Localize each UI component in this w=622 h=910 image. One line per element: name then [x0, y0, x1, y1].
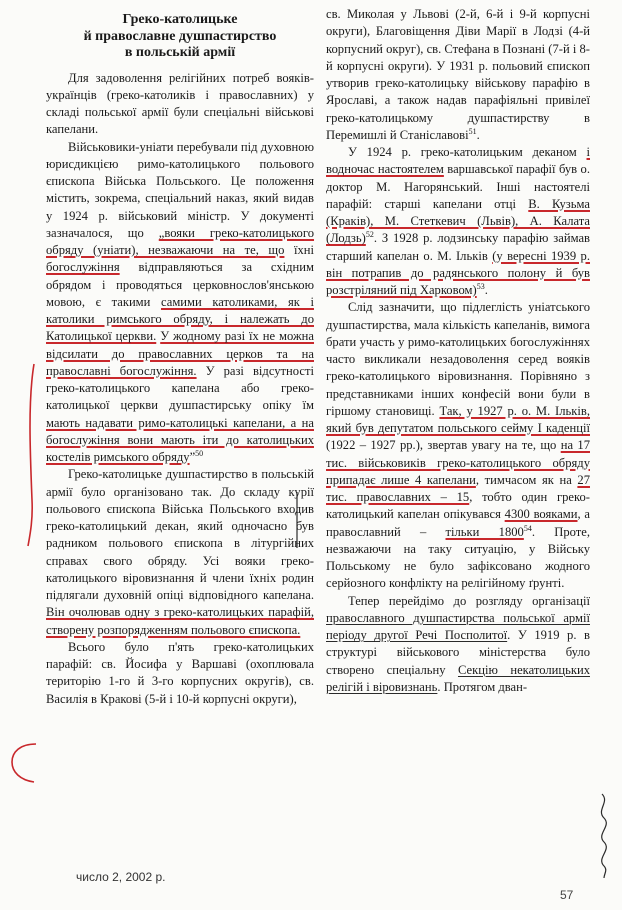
paragraph-text: . Протягом дван-	[437, 679, 528, 694]
footnote-ref: 52	[365, 230, 374, 240]
underlined-text: 27 тис. православних – 15	[326, 472, 590, 504]
margin-bracket-mark	[10, 360, 40, 550]
underlined-text: В. Кузьма (Краків), М. Стеткевич (Львів), А. Калата (Лодзь)	[326, 196, 590, 246]
underlined-text: (у вересні 1939 р. він потрапив до радянського полону й був розстріляний під Харковом)	[326, 248, 590, 297]
paragraph-text: , тобто один греко-католицький капелан опікувався	[326, 490, 590, 522]
paragraph-text: св. Миколая у Львові (2-й, 6-й і 9-й корпусні округи), Благовіщення Діви Марії в Лодзі (4-й корпусний округ), св. Стефана в Познані (7-й і 8-й корпусні округи). У 1931 р. польовий єпископ утворив греко-католицьку військову парафію в Ярославі, а також надав парафіяльні привілеї греко-католицькому душпастирству в Перемишлі й Станіславові	[326, 7, 590, 142]
paragraph	[46, 70, 314, 139]
underlined-text: православного душпастирства польської армії періоду другої Речі Посполитої	[326, 610, 590, 642]
paragraph-text: У разі відсутності греко-католицького капелана або греко-католицької церкви душпастирську опіку їм	[46, 363, 314, 413]
paragraph-text: . З 1928 р. лодзинську парафію займав старший капелан о. М. Ільків	[326, 231, 590, 263]
paragraph	[46, 139, 314, 467]
underlined-text: Він очолював одну з греко-католицьких парафій, створену розпорядженням польового єпископа.	[46, 605, 314, 637]
title-line-3: в польській армії	[124, 45, 236, 60]
paragraph-text: Для задоволення релігійних потреб вояків-українців (греко-католиків і православних) у складі польської армії були спеціальні військові капелани.	[46, 70, 314, 137]
underlined-text: Так, у 1927 р. о. М. Ільків, який був депутатом польського сейму І каденції	[326, 403, 590, 435]
paragraph-text: відправляються за східним обрядом і проводяться церковнослов'янською мовою, є такими	[46, 260, 314, 309]
paragraph-text: їхні	[284, 243, 314, 257]
paragraph-text: ”	[189, 450, 196, 464]
margin-hook-mark	[6, 738, 40, 788]
paragraph-text: .	[484, 283, 488, 297]
footnote-ref: 54	[523, 523, 532, 533]
page-number: 57	[560, 888, 574, 902]
underlined-text: „вояки греко-католицького обряду (уніати), незважаючи на те, що	[46, 225, 315, 257]
issue-label: число 2, 2002 р.	[76, 870, 166, 884]
underlined-text: на 17 тис. військовиків греко-католицького обряду припадає лише 4 капелани	[326, 438, 590, 487]
paragraph-text: Слід зазначити, що підлеглість уніатського душпастирства, мала кількість капеланів, вимога брати участь у римо-католицьких богослужіннях часто викликали незадоволення серед вояків греко-католицького віровизнання. Порівняно з представниками інших конфесій вони були в гіршому становищі.	[326, 300, 590, 418]
paragraph	[326, 593, 590, 697]
footnote-ref: 50	[195, 448, 204, 458]
right-column	[326, 6, 590, 696]
paragraph-text: Всього було п'ять греко-католицьких парафій: св. Йосифа у Варшаві (охоплювала територію 1-го й 3-го корпусних округів), св. Василія в Кракові (5-й і 10-й корпусні округи),	[46, 639, 314, 706]
paragraph-text: Військовики-уніати перебували під духовною юрисдикцією римо-католицького польового єпископа Війська Польського. Це положення містить, зокрема, спеціальний наказ, який видав у 1924 р. військовий міністр. У документі зазначалося, що	[46, 139, 314, 240]
title-line-2: й православне душпастирство	[83, 28, 277, 44]
underlined-text: У жодному разі їх не можна відсилати до православних церков та на православні богослужіння.	[46, 329, 315, 378]
paragraph-text: У 1924 р. греко-католицьким деканом	[348, 145, 587, 159]
paragraph	[326, 299, 590, 592]
underlined-text: мають надавати римо-католицькі капелани, а на богослужіння вони мають іти до католицьких костелів римського обряду	[46, 415, 314, 464]
underlined-text: 4300 вояками	[504, 507, 578, 522]
paragraph-text: (1922 – 1927 рр.), звертав увагу на те, що	[326, 438, 561, 453]
paragraph-text: . Проте, незважаючи на таку ситуацію, у Війську Польському не було зафіксовано жодного серйозного конфлікту на релігійному ґрунті.	[326, 524, 590, 591]
paragraph-text: варшавської парафії був о. доктор М. Нагорянський. Інші настоятелі парафій: старші капелани отці	[326, 162, 590, 211]
underlined-text: богослужіння	[46, 260, 120, 275]
paragraph-text: , тимчасом як на	[475, 472, 578, 487]
paragraph: св. Миколая у Львові (2-й, 6-й і 9-й корпусні округи), Благовіщення Діви Марії в Лодзі (4-й корпусний округ), св. Стефана в Познані (7-й і 8-й корпусні округи). У 1931 р. польовий єпископ утворив греко-католицьку військову парафію в Ярославі, а також надав парафіяльні привілеї греко-католицькому душпастирству в Перемишлі й Станіславові$^{51}$.	[326, 7, 590, 142]
underlined-text: Секцію некатолицьких релігій і віровизнань	[326, 662, 590, 694]
paragraph-text: Тепер перейдімо до розгляду організації	[348, 593, 590, 608]
paragraph	[46, 466, 314, 639]
paragraph-text: . У 1919 р. в структурі військового міністерства було створено спеціальну	[326, 628, 590, 677]
title-line-1: Греко-католицьке	[122, 12, 238, 27]
paragraph	[46, 639, 314, 708]
footnote-ref: 53	[476, 281, 485, 291]
margin-wavy-mark	[594, 790, 616, 880]
paragraph-text: Греко-католицьке душпастирство в польській армії було організовано так. До складу курії польового єпископа Війська Польського входив греко-католицький декан, який одночасно був радником польового єпископа в літургійних справах свого обряду. Усі вояки греко-католицького віровизнання й члени їхніх родин підлягали духовній опіці відповідного капелана.	[46, 467, 314, 602]
underlined-text: і водночас настоятелем	[326, 145, 590, 177]
footnote-ref: 51	[468, 126, 477, 136]
underlined-text: тільки 1800	[445, 524, 524, 539]
underlined-text: самими католиками, як і католики римського обряду, і належать до Католицької церкви.	[46, 294, 314, 344]
paragraph-text: , а православний –	[326, 507, 590, 539]
left-column	[46, 6, 314, 708]
paragraph	[326, 144, 590, 299]
article-title	[46, 12, 314, 62]
margin-bar-mark	[292, 490, 302, 550]
